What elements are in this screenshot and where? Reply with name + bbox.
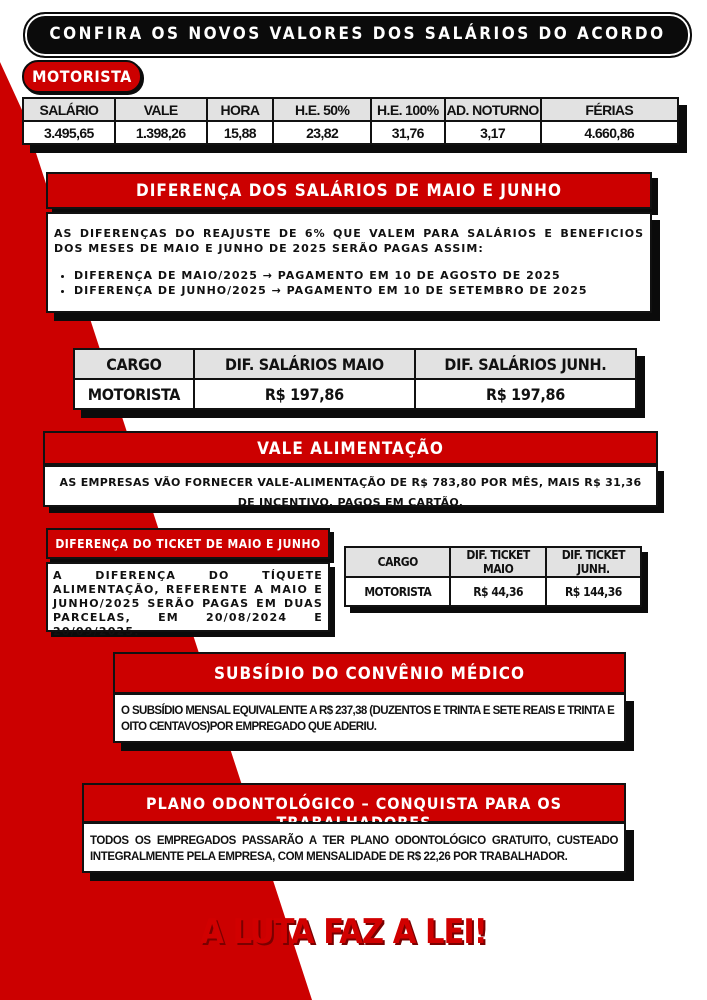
header-banner (23, 12, 692, 58)
ticket-table (344, 546, 642, 607)
value-cell: R$ 197,86 (194, 379, 415, 409)
salary-diff-list (54, 268, 644, 298)
page-title: CONFIRA OS NOVOS VALORES DOS SALÁRIOS DO ACORDO (49, 24, 666, 44)
header-cell: CARGO (74, 349, 194, 379)
value-cell: 1.398,26 (115, 121, 207, 144)
table-row (345, 577, 641, 606)
dental-plan-body (82, 822, 626, 873)
header-cell: HORA (207, 98, 274, 121)
salary-diff-body (46, 212, 652, 313)
value-cell: 23,82 (273, 121, 371, 144)
header-cell: H.E. 100% (371, 98, 445, 121)
meal-voucher-body (43, 465, 658, 507)
value-cell: 15,88 (207, 121, 274, 144)
table-row (23, 121, 678, 144)
health-subsidy-text: O SUBSÍDIO MENSAL EQUIVALENTE A R$ 237,38 (DUZENTOS E TRINTA E SETE REAIS E TRINTA E OITO CENTAVOS)POR EMPREGADO QUE ADERIU. (121, 705, 615, 733)
value-cell: 4.660,86 (541, 121, 679, 144)
header-cell: VALE (115, 98, 207, 121)
slogan: A LUTA FAZ A LEI! (200, 912, 487, 952)
ticket-diff-text: A DIFERENÇA DO TÍQUETE ALIMENTAÇÃO, REFERENTE A MAIO E JUNHO/2025 SERÃO PAGAS EM DUAS PARCELAS, EM 20/08/2024 E 20/09/2025. (53, 569, 323, 638)
health-subsidy-title: SUBSÍDIO DO CONVÊNIO MÉDICO (113, 652, 626, 694)
value-cell: 3.495,65 (23, 121, 115, 144)
ticket-diff-body (46, 562, 330, 638)
value-cell: R$ 144,36 (546, 577, 641, 606)
value-cell: MOTORISTA (345, 577, 450, 606)
value-cell: R$ 44,36 (450, 577, 545, 606)
dental-plan-text: TODOS OS EMPREGADOS PASSARÃO A TER PLANO ODONTOLÓGICO GRATUITO, CUSTEADO INTEGRALMENTE PELA EMPRESA, COM MENSALIDADE DE R$ 22,26 POR TRABALHADOR. (90, 835, 618, 863)
header-cell: DIF. SALÁRIOS MAIO (194, 349, 415, 379)
ticket-diff-title: DIFERENÇA DO TICKET DE MAIO E JUNHO (46, 528, 330, 559)
value-cell: MOTORISTA (74, 379, 194, 409)
value-cell: R$ 197,86 (415, 379, 636, 409)
list-item: • DIFERENÇA DE MAIO/2025 → PAGAMENTO EM 10 DE AGOSTO DE 2025 (74, 268, 644, 283)
header-cell: AD. NOTURNO (445, 98, 541, 121)
header-cell: SALÁRIO (23, 98, 115, 121)
value-cell: 31,76 (371, 121, 445, 144)
dental-plan-title: PLANO ODONTOLÓGICO – CONQUISTA PARA OS (82, 783, 626, 823)
header-cell: H.E. 50% (273, 98, 371, 121)
role-tag (22, 60, 142, 93)
header-cell: CARGO (345, 547, 450, 577)
role-tag-label: MOTORISTA (32, 67, 132, 86)
value-cell: 3,17 (445, 121, 541, 144)
salary-diff-title: DIFERENÇA DOS SALÁRIOS DE MAIO E JUNHO (46, 172, 652, 209)
header-cell: DIF. TICKET MAIO (450, 547, 545, 577)
salary-table (22, 97, 679, 145)
header-cell: DIF. SALÁRIOS JUNH. (415, 349, 636, 379)
meal-voucher-title: VALE ALIMENTAÇÃO (43, 431, 658, 465)
salary-table-header (23, 98, 678, 121)
list-item: • DIFERENÇA DE JUNHO/2025 → PAGAMENTO EM 10 DE SETEMBRO DE 2025 (74, 283, 644, 298)
meal-voucher-text: AS EMPRESAS VÃO FORNECER VALE-ALIMENTAÇÃO DE R$ 783,80 POR MÊS, MAIS R$ 31,36 DE INCENTIVO, PAGOS EM CARTÃO. (59, 476, 642, 509)
header-cell: FÉRIAS (541, 98, 679, 121)
salary-diff-table (73, 348, 637, 410)
ticket-table-header (345, 547, 641, 577)
health-subsidy-body (113, 693, 626, 743)
header-cell: DIF. TICKET JUNH. (546, 547, 641, 577)
salary-diff-table-header (74, 349, 636, 379)
table-row (74, 379, 636, 409)
salary-diff-text: AS DIFERENÇAS DO REAJUSTE DE 6% QUE VALEM PARA SALÁRIOS E BENEFICIOS DOS MESES DE MAIO E JUNHO DE 2025 SERÃO PAGAS ASSIM: (54, 227, 644, 255)
